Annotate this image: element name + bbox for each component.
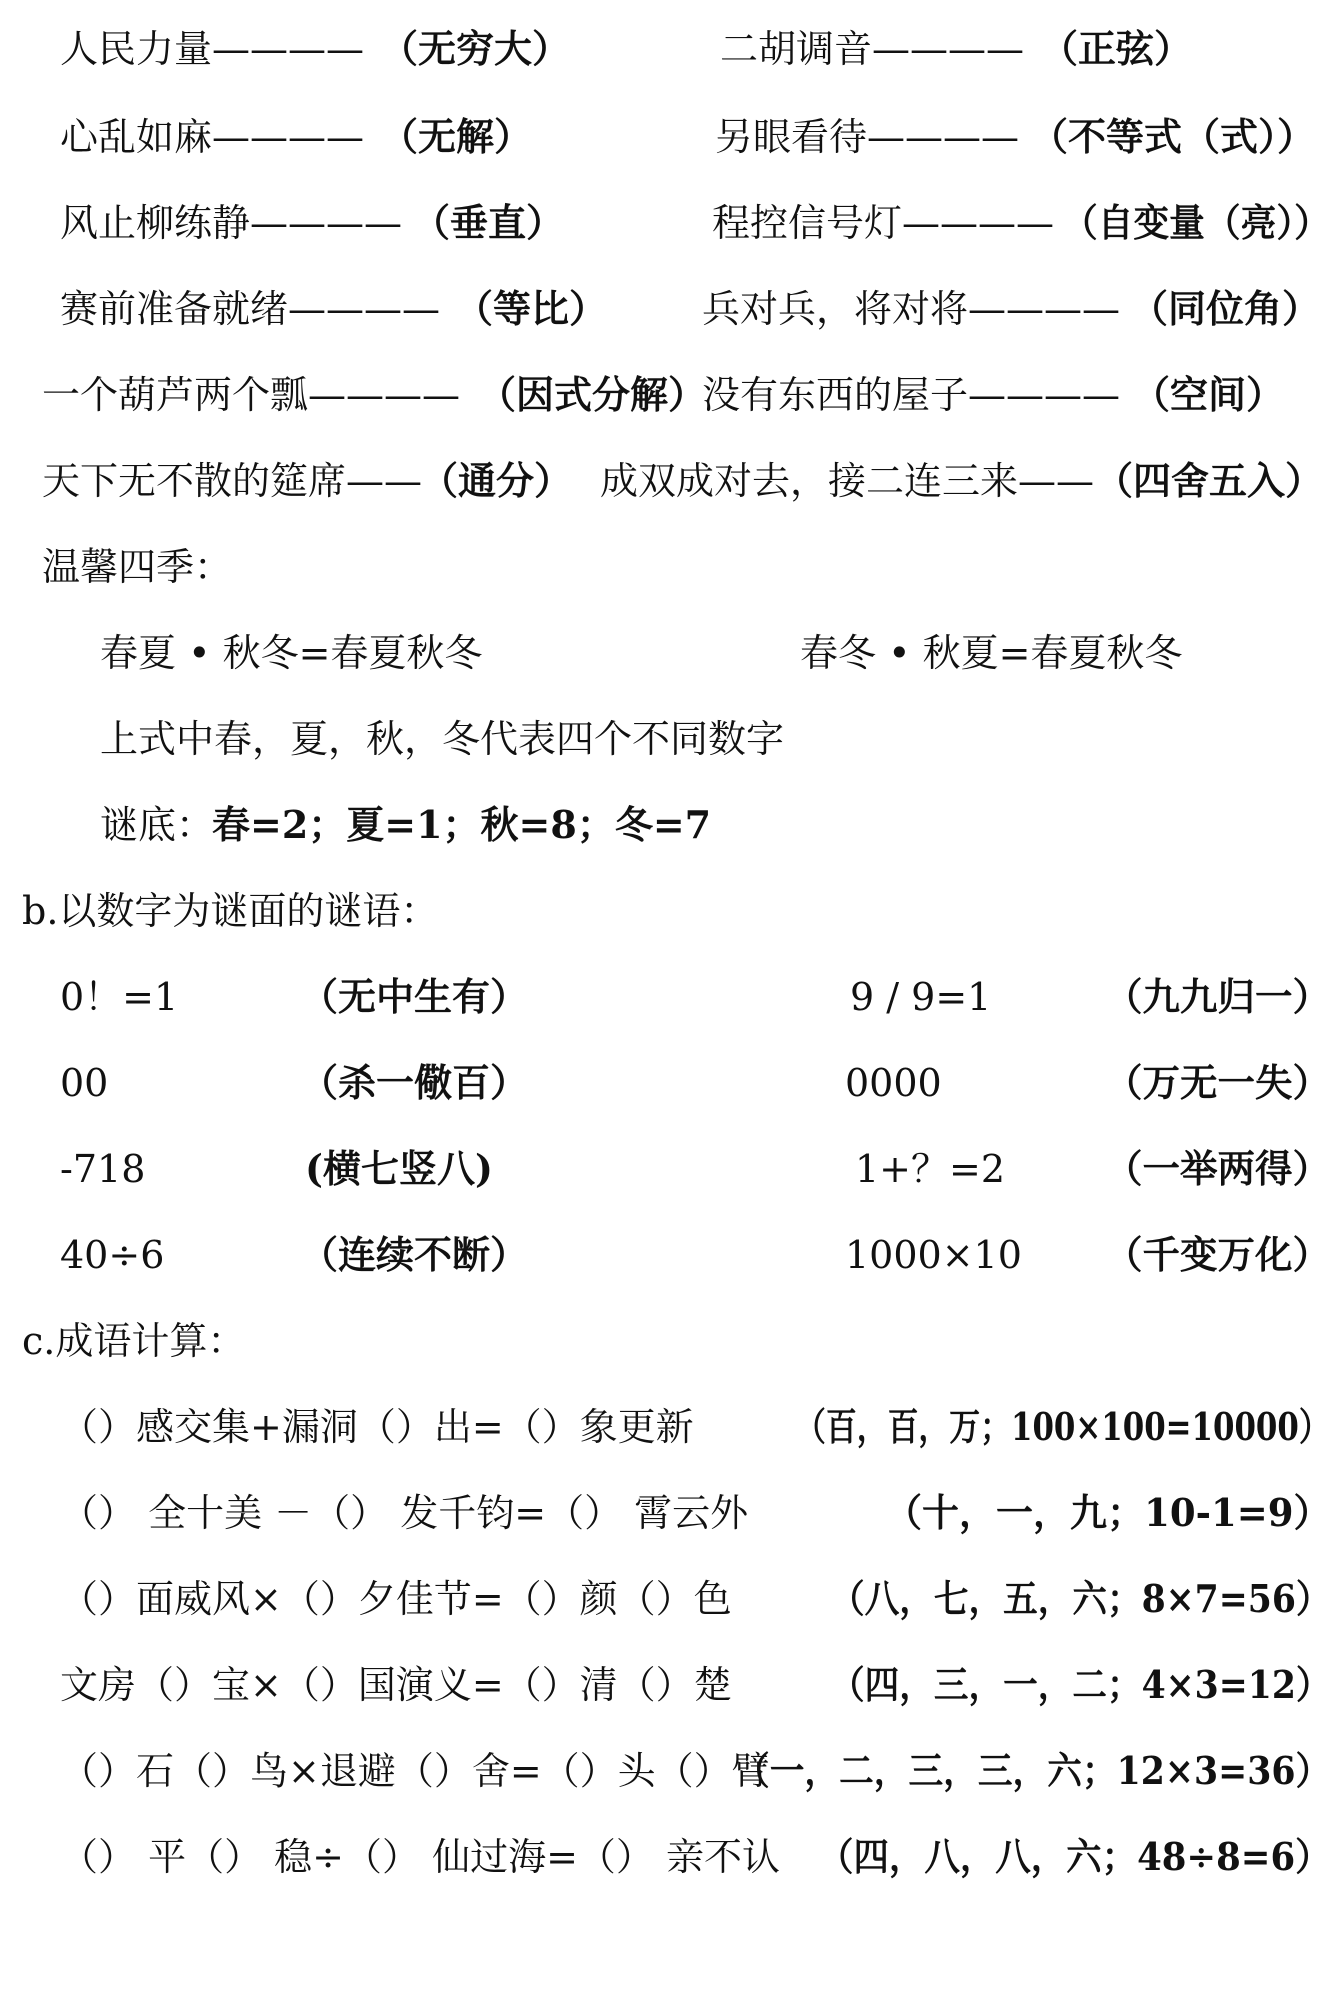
- number-riddle: 9 / 9=1: [850, 975, 992, 1019]
- riddle-face: 程控信号灯————: [712, 201, 1055, 245]
- season-description: 上式中春，夏，秋，冬代表四个不同数字: [100, 717, 785, 761]
- idiom-answer: （十，一，九；10-1=9）: [885, 1490, 1331, 1535]
- riddle-answer: （空间）: [1132, 372, 1285, 417]
- riddle-face: 天下无不散的筵席——: [42, 459, 423, 503]
- idiom-answer: （四，三，一，二；4×3=12）: [830, 1662, 1331, 1707]
- idiom-equation: （） 全十美 －（） 发千钧=（） 霄云外: [60, 1491, 749, 1535]
- number-riddle: 1000×10: [845, 1233, 1022, 1277]
- riddle-face: 另眼看待————: [715, 115, 1020, 159]
- riddle-face: 赛前准备就绪————: [60, 287, 441, 331]
- idiom-equation: （）感交集+漏洞（）出=（）象更新: [60, 1405, 694, 1449]
- riddle-face: 风止柳练静————: [60, 201, 403, 245]
- section-heading: c.成语计算：: [22, 1319, 246, 1363]
- number-riddle: 00: [60, 1061, 109, 1105]
- idiom-answer: （四，八，八，六；48÷8=6）: [818, 1834, 1331, 1879]
- season-answer-label: 谜底：: [100, 803, 215, 847]
- number-riddle-answer: （杀一儆百）: [300, 1060, 529, 1105]
- number-riddle-answer: （万无一失）: [1105, 1060, 1331, 1105]
- season-equation: 春冬 • 秋夏=春夏秋冬: [800, 631, 1183, 675]
- riddle-answer: （无解）: [380, 114, 533, 159]
- riddle-answer: （不等式（式））: [1030, 114, 1316, 159]
- number-riddle-answer: （一举两得）: [1105, 1146, 1331, 1191]
- number-riddle-answer: (横七竖八): [305, 1146, 493, 1191]
- idiom-equation: （）面威风×（）夕佳节=（）颜（）色: [60, 1577, 732, 1621]
- riddle-answer: （同位角）: [1130, 286, 1321, 331]
- number-riddle-answer: （连续不断）: [300, 1232, 529, 1277]
- idiom-equation: （） 平（） 稳÷（） 仙过海=（） 亲不认: [60, 1835, 780, 1879]
- riddle-face: 一个葫芦两个瓢————: [42, 373, 461, 417]
- riddle-face: 成双成对去，接二连三来——: [600, 459, 1095, 503]
- number-riddle: -718: [60, 1147, 146, 1191]
- riddle-answer: （通分）: [420, 458, 573, 503]
- idiom-answer: （一，二，三，三，六；12×3=36）: [735, 1748, 1331, 1793]
- idiom-answer: （百，百，万；100×100=10000）: [795, 1404, 1330, 1449]
- number-riddle-answer: （无中生有）: [300, 974, 529, 1019]
- riddle-answer: （正弦）: [1040, 26, 1193, 71]
- number-riddle: 1+？=2: [855, 1147, 1006, 1191]
- riddle-answer: （等比）: [455, 286, 608, 331]
- number-riddle: 0！=1: [60, 975, 179, 1019]
- riddle-face: 人民力量————: [60, 27, 365, 71]
- riddle-answer: （四舍五入）: [1095, 458, 1324, 503]
- number-riddle: 0000: [845, 1061, 942, 1105]
- riddle-answer: （因式分解）: [478, 372, 707, 417]
- riddle-answer: （垂直）: [412, 200, 565, 245]
- season-equation: 春夏 • 秋冬=春夏秋冬: [100, 631, 483, 675]
- riddle-face: 二胡调音————: [720, 27, 1025, 71]
- idiom-answer: （八，七，五，六；8×7=56）: [830, 1576, 1331, 1621]
- riddle-face: 没有东西的屋子————: [702, 373, 1121, 417]
- riddle-face: 兵对兵，将对将————: [702, 287, 1121, 331]
- section-heading: b.以数字为谜面的谜语：: [22, 889, 439, 933]
- section-heading: 温馨四季：: [42, 545, 233, 589]
- idiom-equation: （）石（）鸟×退避（）舍=（）头（）臂: [60, 1749, 770, 1793]
- riddle-face: 心乱如麻————: [60, 115, 365, 159]
- riddle-answer: （无穷大）: [380, 26, 571, 71]
- riddle-answer: （自变量（亮））: [1062, 200, 1330, 245]
- number-riddle-answer: （千变万化）: [1105, 1232, 1331, 1277]
- season-answer: 春=2；夏=1；秋=8；冬=7: [212, 802, 712, 847]
- number-riddle: 40÷6: [60, 1233, 165, 1277]
- number-riddle-answer: （九九归一）: [1105, 974, 1331, 1019]
- idiom-equation: 文房（）宝×（）国演义=（）清（）楚: [60, 1663, 732, 1707]
